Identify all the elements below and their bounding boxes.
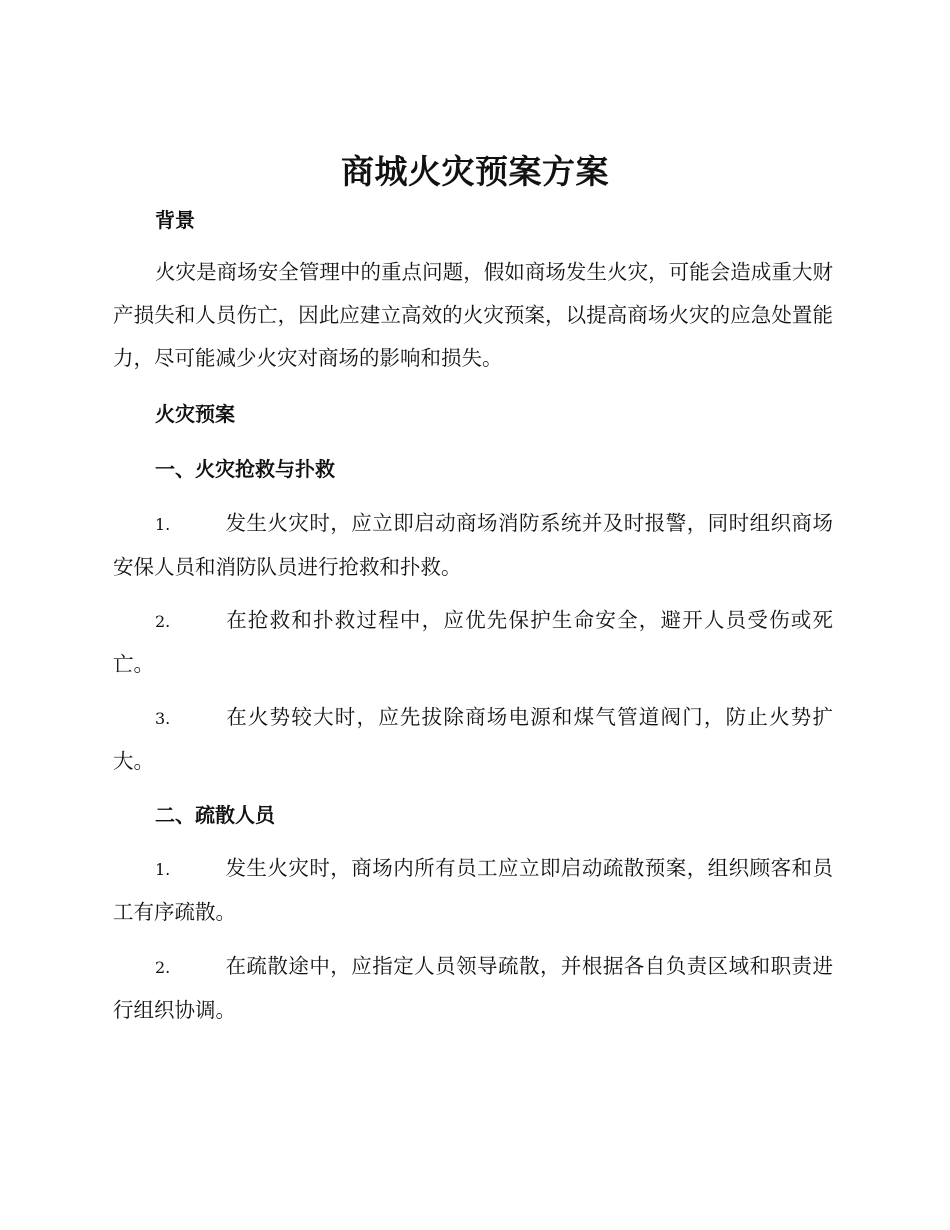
list-item-text: 在抢救和扑救过程中，应优先保护生命安全，避开人员受伤或死亡。 [113, 608, 833, 676]
background-heading: 背景 [155, 208, 195, 232]
list-item-text: 在疏散途中，应指定人员领导疏散，并根据各自负责区域和职责进行组织协调。 [113, 954, 833, 1022]
section-heading-evacuation: 二、疏散人员 [155, 803, 275, 827]
background-paragraph: 火灾是商场安全管理中的重点问题，假如商场发生火灾，可能会造成重大财产损失和人员伤亡，因此应建立高效的火灾预案，以提高商场火灾的应急处置能力，尽可能减少火灾对商场的影响和损失。 [113, 260, 833, 370]
section-heading-rescue: 一、火灾抢救与扑救 [155, 457, 335, 481]
list-item-number: 2. [155, 612, 171, 631]
list-item-number: 2. [155, 958, 171, 977]
document-title: 商城火灾预案方案 [341, 152, 609, 191]
list-item-number: 3. [155, 709, 171, 728]
list-item-text: 发生火灾时，应立即启动商场消防系统并及时报警，同时组织商场安保人员和消防队员进行抢救和扑救。 [113, 511, 833, 579]
list-item-text: 发生火灾时，商场内所有员工应立即启动疏散预案，组织顾客和员工有序疏散。 [113, 856, 833, 924]
list-item-number: 1. [155, 860, 171, 879]
plan-heading: 火灾预案 [155, 402, 235, 426]
list-item [113, 599, 833, 686]
list-item-number: 1. [155, 515, 171, 534]
list-item [113, 945, 833, 1032]
list-item-text: 在火势较大时，应先拔除商场电源和煤气管道阀门，防止火势扩大。 [113, 705, 833, 773]
list-item [113, 696, 833, 783]
list-item [113, 502, 833, 589]
list-item [113, 847, 833, 934]
